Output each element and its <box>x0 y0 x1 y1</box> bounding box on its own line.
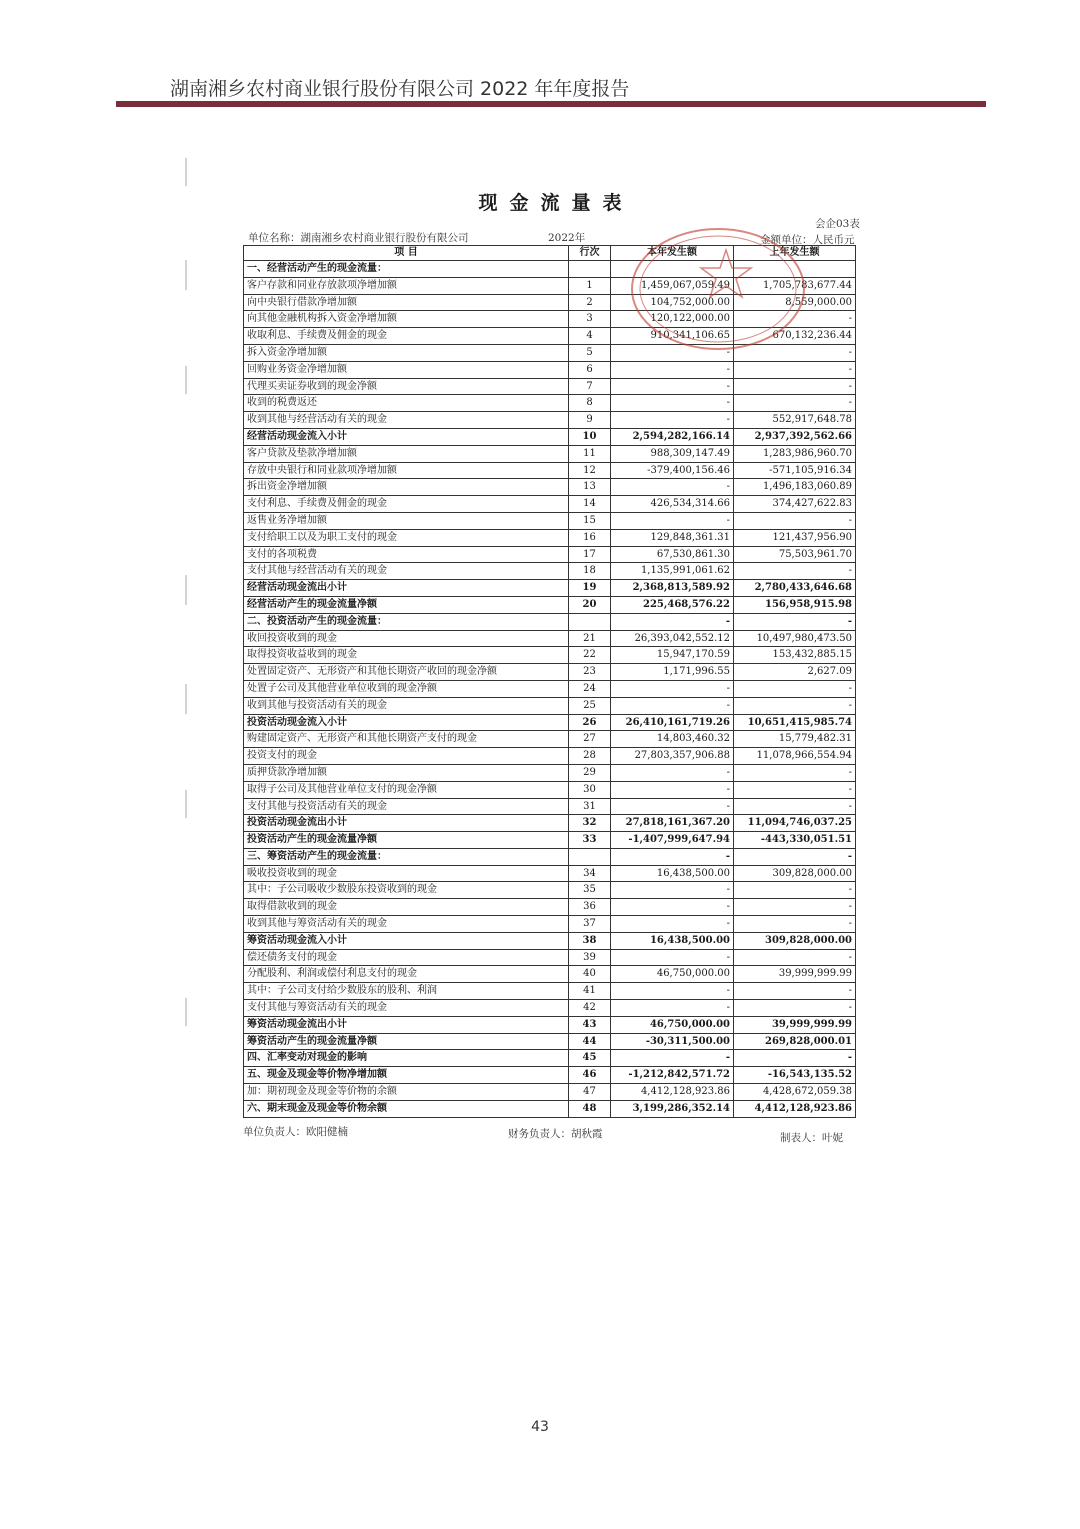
row-current-year-amount: -1,212,842,571.72 <box>611 1067 734 1084</box>
row-prior-year-amount: 8,559,000.00 <box>734 294 856 311</box>
row-line-number: 35 <box>569 882 611 899</box>
row-current-year-amount: 910,341,106.65 <box>611 328 734 345</box>
table-row <box>244 949 856 966</box>
row-line-number: 45 <box>569 1050 611 1067</box>
table-row <box>244 932 856 949</box>
row-line-number: 27 <box>569 731 611 748</box>
row-item-label: 投资活动现金流出小计 <box>244 815 569 832</box>
table-row <box>244 479 856 496</box>
table-row <box>244 1050 856 1067</box>
row-line-number: 12 <box>569 462 611 479</box>
row-current-year-amount: - <box>611 479 734 496</box>
column-header-line: 行次 <box>569 246 611 261</box>
row-item-label: 收取利息、手续费及佣金的现金 <box>244 328 569 345</box>
row-line-number: 16 <box>569 529 611 546</box>
row-prior-year-amount: - <box>734 311 856 328</box>
row-current-year-amount: - <box>611 764 734 781</box>
table-row <box>244 781 856 798</box>
table-row <box>244 395 856 412</box>
row-current-year-amount: 1,459,067,059.49 <box>611 277 734 294</box>
cash-flow-table <box>243 245 856 1118</box>
scan-mark <box>185 684 187 714</box>
row-item-label: 其中：子公司吸收少数股东投资收到的现金 <box>244 882 569 899</box>
row-item-label: 经营活动产生的现金流量净额 <box>244 596 569 613</box>
row-prior-year-amount: 15,779,482.31 <box>734 731 856 748</box>
row-item-label: 支付其他与经营活动有关的现金 <box>244 563 569 580</box>
row-line-number: 48 <box>569 1100 611 1117</box>
row-item-label: 三、筹资活动产生的现金流量： <box>244 848 569 865</box>
table-row <box>244 563 856 580</box>
report-header-title: 湖南湘乡农村商业银行股份有限公司 2022 年年度报告 <box>170 78 630 100</box>
row-item-label: 客户贷款及垫款净增加额 <box>244 445 569 462</box>
row-line-number: 11 <box>569 445 611 462</box>
row-item-label: 取得借款收到的现金 <box>244 899 569 916</box>
row-prior-year-amount: 4,412,128,923.86 <box>734 1100 856 1117</box>
row-line-number: 1 <box>569 277 611 294</box>
row-prior-year-amount: 11,094,746,037.25 <box>734 815 856 832</box>
row-prior-year-amount: - <box>734 899 856 916</box>
row-line-number: 36 <box>569 899 611 916</box>
row-item-label: 收回投资收到的现金 <box>244 630 569 647</box>
table-row <box>244 294 856 311</box>
row-current-year-amount: - <box>611 848 734 865</box>
column-header-item: 项 目 <box>244 246 569 261</box>
page-number: 43 <box>531 1419 549 1435</box>
row-prior-year-amount: 1,705,783,677.44 <box>734 277 856 294</box>
row-item-label: 分配股利、利润或偿付利息支付的现金 <box>244 966 569 983</box>
row-prior-year-amount: 156,958,915.98 <box>734 596 856 613</box>
row-current-year-amount: - <box>611 949 734 966</box>
row-current-year-amount: - <box>611 613 734 630</box>
table-row <box>244 496 856 513</box>
table-row <box>244 764 856 781</box>
row-current-year-amount: 27,803,357,906.88 <box>611 748 734 765</box>
table-row <box>244 848 856 865</box>
row-prior-year-amount: 1,496,183,060.89 <box>734 479 856 496</box>
row-prior-year-amount: - <box>734 764 856 781</box>
row-line-number: 14 <box>569 496 611 513</box>
row-item-label: 处置子公司及其他营业单位收到的现金净额 <box>244 680 569 697</box>
row-line-number: 4 <box>569 328 611 345</box>
row-current-year-amount: 426,534,314.66 <box>611 496 734 513</box>
report-year: 2022年 <box>548 232 586 244</box>
row-current-year-amount: 1,135,991,061.62 <box>611 563 734 580</box>
row-current-year-amount: -30,311,500.00 <box>611 1033 734 1050</box>
row-prior-year-amount: - <box>734 949 856 966</box>
row-prior-year-amount: -571,105,916.34 <box>734 462 856 479</box>
table-row <box>244 378 856 395</box>
scan-mark <box>185 158 187 186</box>
table-row <box>244 865 856 882</box>
table-row <box>244 580 856 597</box>
document-title: 现金流量表 <box>478 192 634 214</box>
row-prior-year-amount: - <box>734 1050 856 1067</box>
table-row <box>244 916 856 933</box>
row-item-label: 投资活动现金流入小计 <box>244 714 569 731</box>
row-item-label: 质押贷款净增加额 <box>244 764 569 781</box>
row-line-number: 22 <box>569 647 611 664</box>
row-item-label: 收到其他与筹资活动有关的现金 <box>244 916 569 933</box>
row-item-label: 拆入资金净增加额 <box>244 344 569 361</box>
preparer-signature: 制表人：叶妮 <box>780 1132 843 1144</box>
row-prior-year-amount: 39,999,999.99 <box>734 1016 856 1033</box>
row-current-year-amount: 27,818,161,367.20 <box>611 815 734 832</box>
table-row <box>244 748 856 765</box>
table-row <box>244 277 856 294</box>
row-current-year-amount: 3,199,286,352.14 <box>611 1100 734 1117</box>
row-item-label: 偿还债务支付的现金 <box>244 949 569 966</box>
table-row <box>244 445 856 462</box>
row-current-year-amount: 26,410,161,719.26 <box>611 714 734 731</box>
row-current-year-amount: - <box>611 697 734 714</box>
row-item-label: 支付其他与筹资活动有关的现金 <box>244 1000 569 1017</box>
row-prior-year-amount: - <box>734 563 856 580</box>
row-line-number: 17 <box>569 546 611 563</box>
row-current-year-amount: - <box>611 916 734 933</box>
row-current-year-amount: -379,400,156.46 <box>611 462 734 479</box>
row-item-label: 经营活动现金流入小计 <box>244 428 569 445</box>
row-item-label: 处置固定资产、无形资产和其他长期资产收回的现金净额 <box>244 664 569 681</box>
scan-mark <box>185 790 187 818</box>
row-item-label: 支付的各项税费 <box>244 546 569 563</box>
table-row <box>244 966 856 983</box>
table-row <box>244 664 856 681</box>
row-line-number: 23 <box>569 664 611 681</box>
row-current-year-amount: 16,438,500.00 <box>611 932 734 949</box>
row-line-number: 8 <box>569 395 611 412</box>
row-prior-year-amount <box>734 261 856 278</box>
row-current-year-amount: 14,803,460.32 <box>611 731 734 748</box>
row-item-label: 一、经营活动产生的现金流量： <box>244 261 569 278</box>
row-prior-year-amount: 670,132,236.44 <box>734 328 856 345</box>
table-header-row <box>244 246 856 261</box>
row-current-year-amount: -1,407,999,647.94 <box>611 832 734 849</box>
row-line-number: 32 <box>569 815 611 832</box>
table-row <box>244 1016 856 1033</box>
row-item-label: 支付给职工以及为职工支付的现金 <box>244 529 569 546</box>
row-line-number: 31 <box>569 798 611 815</box>
row-current-year-amount: 2,594,282,166.14 <box>611 428 734 445</box>
row-line-number: 41 <box>569 983 611 1000</box>
currency-unit: 金额单位：人民币元 <box>760 234 855 246</box>
row-current-year-amount: 26,393,042,552.12 <box>611 630 734 647</box>
row-line-number: 18 <box>569 563 611 580</box>
table-row <box>244 613 856 630</box>
row-line-number: 47 <box>569 1084 611 1101</box>
table-row <box>244 361 856 378</box>
row-current-year-amount: - <box>611 882 734 899</box>
table-row <box>244 815 856 832</box>
table-row <box>244 546 856 563</box>
row-prior-year-amount: 2,937,392,562.66 <box>734 428 856 445</box>
row-current-year-amount: 15,947,170.59 <box>611 647 734 664</box>
scan-mark <box>185 575 187 605</box>
row-item-label: 六、期末现金及现金等价物余额 <box>244 1100 569 1117</box>
row-current-year-amount <box>611 261 734 278</box>
finance-head-signature: 财务负责人：胡秋霞 <box>508 1128 603 1140</box>
row-current-year-amount: - <box>611 1000 734 1017</box>
row-prior-year-amount: - <box>734 378 856 395</box>
scan-mark <box>185 366 187 394</box>
row-line-number: 3 <box>569 311 611 328</box>
row-current-year-amount: 1,171,996.55 <box>611 664 734 681</box>
row-current-year-amount: - <box>611 983 734 1000</box>
column-header-prior-year: 上年发生额 <box>734 246 856 261</box>
row-prior-year-amount: 11,078,966,554.94 <box>734 748 856 765</box>
row-current-year-amount: - <box>611 1050 734 1067</box>
table-row <box>244 1084 856 1101</box>
row-line-number: 33 <box>569 832 611 849</box>
row-line-number: 44 <box>569 1033 611 1050</box>
row-line-number: 40 <box>569 966 611 983</box>
row-prior-year-amount: 10,497,980,473.50 <box>734 630 856 647</box>
table-row <box>244 512 856 529</box>
row-line-number: 46 <box>569 1067 611 1084</box>
row-current-year-amount: 129,848,361.31 <box>611 529 734 546</box>
table-row <box>244 882 856 899</box>
row-item-label: 筹资活动现金流入小计 <box>244 932 569 949</box>
row-current-year-amount: - <box>611 361 734 378</box>
row-current-year-amount: - <box>611 412 734 429</box>
row-current-year-amount: 67,530,861.30 <box>611 546 734 563</box>
row-item-label: 拆出资金净增加额 <box>244 479 569 496</box>
table-row <box>244 1033 856 1050</box>
header-divider <box>116 101 986 107</box>
table-row <box>244 344 856 361</box>
row-prior-year-amount: - <box>734 613 856 630</box>
row-item-label: 向中央银行借款净增加额 <box>244 294 569 311</box>
row-prior-year-amount: 374,427,622.83 <box>734 496 856 513</box>
table-row <box>244 529 856 546</box>
row-line-number: 26 <box>569 714 611 731</box>
row-current-year-amount: - <box>611 378 734 395</box>
row-prior-year-amount: 4,428,672,059.38 <box>734 1084 856 1101</box>
entity-label: 单位名称：湖南湘乡农村商业银行股份有限公司 <box>248 232 469 244</box>
row-line-number: 24 <box>569 680 611 697</box>
row-line-number: 34 <box>569 865 611 882</box>
row-current-year-amount: 988,309,147.49 <box>611 445 734 462</box>
row-line-number: 42 <box>569 1000 611 1017</box>
row-item-label: 代理买卖证券收到的现金净额 <box>244 378 569 395</box>
table-row <box>244 714 856 731</box>
table-row <box>244 311 856 328</box>
row-item-label: 支付利息、手续费及佣金的现金 <box>244 496 569 513</box>
row-item-label: 返售业务净增加额 <box>244 512 569 529</box>
row-line-number: 25 <box>569 697 611 714</box>
table-row <box>244 680 856 697</box>
table-row <box>244 412 856 429</box>
row-line-number: 6 <box>569 361 611 378</box>
row-item-label: 投资支付的现金 <box>244 748 569 765</box>
row-prior-year-amount: 1,283,986,960.70 <box>734 445 856 462</box>
row-prior-year-amount: - <box>734 798 856 815</box>
row-item-label: 二、投资活动产生的现金流量： <box>244 613 569 630</box>
row-prior-year-amount: - <box>734 680 856 697</box>
row-item-label: 收到其他与经营活动有关的现金 <box>244 412 569 429</box>
row-item-label: 购建固定资产、无形资产和其他长期资产支付的现金 <box>244 731 569 748</box>
row-line-number: 2 <box>569 294 611 311</box>
row-current-year-amount: - <box>611 512 734 529</box>
table-row <box>244 261 856 278</box>
row-current-year-amount: - <box>611 798 734 815</box>
row-prior-year-amount: - <box>734 1000 856 1017</box>
row-current-year-amount: 46,750,000.00 <box>611 1016 734 1033</box>
row-current-year-amount: 4,412,128,923.86 <box>611 1084 734 1101</box>
row-line-number: 20 <box>569 596 611 613</box>
table-row <box>244 1000 856 1017</box>
form-code: 会企03表 <box>815 218 860 230</box>
row-item-label: 投资活动产生的现金流量净额 <box>244 832 569 849</box>
row-item-label: 收到其他与投资活动有关的现金 <box>244 697 569 714</box>
row-prior-year-amount: - <box>734 882 856 899</box>
row-prior-year-amount: 39,999,999.99 <box>734 966 856 983</box>
row-current-year-amount: - <box>611 899 734 916</box>
row-line-number: 9 <box>569 412 611 429</box>
row-item-label: 筹资活动现金流出小计 <box>244 1016 569 1033</box>
table-row <box>244 697 856 714</box>
row-line-number: 21 <box>569 630 611 647</box>
row-prior-year-amount: - <box>734 512 856 529</box>
row-line-number: 19 <box>569 580 611 597</box>
row-line-number: 37 <box>569 916 611 933</box>
row-line-number: 29 <box>569 764 611 781</box>
row-item-label: 经营活动现金流出小计 <box>244 580 569 597</box>
row-prior-year-amount: 121,437,956.90 <box>734 529 856 546</box>
row-prior-year-amount: - <box>734 781 856 798</box>
row-item-label: 收到的税费返还 <box>244 395 569 412</box>
row-current-year-amount: - <box>611 344 734 361</box>
table-row <box>244 428 856 445</box>
row-item-label: 回购业务资金净增加额 <box>244 361 569 378</box>
row-current-year-amount: 46,750,000.00 <box>611 966 734 983</box>
scan-mark <box>185 260 187 290</box>
row-current-year-amount: - <box>611 781 734 798</box>
row-current-year-amount: - <box>611 395 734 412</box>
row-prior-year-amount: - <box>734 361 856 378</box>
row-current-year-amount: 2,368,813,589.92 <box>611 580 734 597</box>
row-line-number: 10 <box>569 428 611 445</box>
row-line-number: 38 <box>569 932 611 949</box>
row-item-label: 存放中央银行和同业款项净增加额 <box>244 462 569 479</box>
row-prior-year-amount: - <box>734 848 856 865</box>
row-item-label: 支付其他与投资活动有关的现金 <box>244 798 569 815</box>
row-prior-year-amount: - <box>734 344 856 361</box>
row-prior-year-amount: 2,627.09 <box>734 664 856 681</box>
row-item-label: 客户存款和同业存放款项净增加额 <box>244 277 569 294</box>
table-row <box>244 731 856 748</box>
row-prior-year-amount: 2,780,433,646.68 <box>734 580 856 597</box>
row-prior-year-amount: - <box>734 916 856 933</box>
row-prior-year-amount: - <box>734 697 856 714</box>
row-current-year-amount: 16,438,500.00 <box>611 865 734 882</box>
row-prior-year-amount: 269,828,000.01 <box>734 1033 856 1050</box>
row-item-label: 取得投资收益收到的现金 <box>244 647 569 664</box>
row-prior-year-amount: - <box>734 395 856 412</box>
row-current-year-amount: - <box>611 680 734 697</box>
row-item-label: 其中：子公司支付给少数股东的股利、利润 <box>244 983 569 1000</box>
scan-mark <box>185 998 187 1026</box>
row-item-label: 向其他金融机构拆入资金净增加额 <box>244 311 569 328</box>
row-prior-year-amount: 10,651,415,985.74 <box>734 714 856 731</box>
table-row <box>244 328 856 345</box>
row-item-label: 吸收投资收到的现金 <box>244 865 569 882</box>
column-header-current-year: 本年发生额 <box>611 246 734 261</box>
table-row <box>244 798 856 815</box>
row-line-number: 39 <box>569 949 611 966</box>
row-item-label: 筹资活动产生的现金流量净额 <box>244 1033 569 1050</box>
table-row <box>244 596 856 613</box>
row-item-label: 取得子公司及其他营业单位支付的现金净额 <box>244 781 569 798</box>
table-row <box>244 1100 856 1117</box>
row-line-number: 7 <box>569 378 611 395</box>
row-prior-year-amount: - <box>734 983 856 1000</box>
row-line-number: 30 <box>569 781 611 798</box>
table-row <box>244 1067 856 1084</box>
row-prior-year-amount: 153,432,885.15 <box>734 647 856 664</box>
row-prior-year-amount: -443,330,051.51 <box>734 832 856 849</box>
row-line-number: 13 <box>569 479 611 496</box>
row-line-number: 15 <box>569 512 611 529</box>
table-row <box>244 832 856 849</box>
table-row <box>244 462 856 479</box>
unit-head-signature: 单位负责人：欧阳健楠 <box>243 1126 348 1138</box>
table-row <box>244 983 856 1000</box>
row-prior-year-amount: 309,828,000.00 <box>734 932 856 949</box>
row-item-label: 五、现金及现金等价物净增加额 <box>244 1067 569 1084</box>
row-line-number <box>569 613 611 630</box>
row-line-number <box>569 261 611 278</box>
row-prior-year-amount: 552,917,648.78 <box>734 412 856 429</box>
row-line-number: 28 <box>569 748 611 765</box>
row-current-year-amount: 104,752,000.00 <box>611 294 734 311</box>
row-line-number: 5 <box>569 344 611 361</box>
row-line-number <box>569 848 611 865</box>
row-item-label: 四、汇率变动对现金的影响 <box>244 1050 569 1067</box>
row-prior-year-amount: 309,828,000.00 <box>734 865 856 882</box>
row-current-year-amount: 225,468,576.22 <box>611 596 734 613</box>
table-row <box>244 899 856 916</box>
row-item-label: 加：期初现金及现金等价物的余额 <box>244 1084 569 1101</box>
row-prior-year-amount: 75,503,961.70 <box>734 546 856 563</box>
table-row <box>244 647 856 664</box>
table-row <box>244 630 856 647</box>
row-line-number: 43 <box>569 1016 611 1033</box>
row-prior-year-amount: -16,543,135.52 <box>734 1067 856 1084</box>
row-current-year-amount: 120,122,000.00 <box>611 311 734 328</box>
